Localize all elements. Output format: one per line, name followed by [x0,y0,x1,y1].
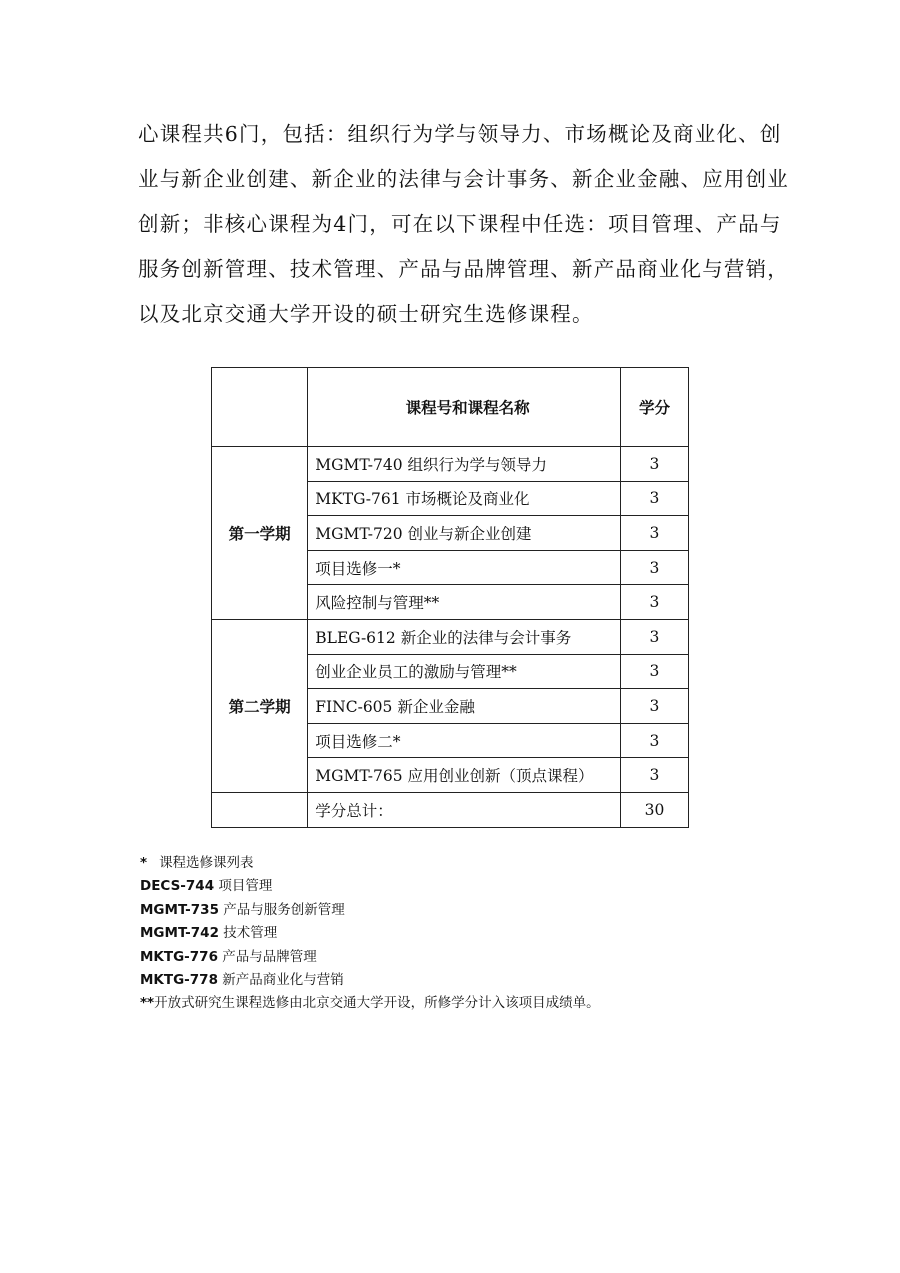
intro-line: 心课程共6门，包括：组织行为学与领导力、市场概论及商业化、创 [138,122,782,146]
course-name: MKTG-761 市场概论及商业化 [308,481,621,516]
course-name: FINC-605 新企业金融 [308,689,621,724]
term-label-1: 第一学期 [212,447,308,620]
total-term-cell [212,792,308,827]
course-name: MGMT-720 创业与新企业创建 [308,516,621,551]
elective-name: 技术管理 [223,925,278,942]
course-credit: 3 [620,585,688,620]
course-name: 项目选修二* [308,723,621,758]
elective-item [140,969,760,992]
total-label: 学分总计： [308,792,621,827]
course-name: MGMT-740 组织行为学与领导力 [308,447,621,482]
elective-code: MKTG-778 [140,972,218,989]
elective-item [140,899,760,922]
elective-name: 新产品商业化与营销 [222,972,344,989]
notes-heading: 课程选修课列表 [159,855,254,871]
elective-item [140,946,760,969]
intro-line: 服务创新管理、技术管理、产品与品牌管理、新产品商业化与营销， [138,257,789,281]
course-name: MGMT-765 应用创业创新（顶点课程） [308,758,621,793]
header-credit: 学分 [620,368,688,447]
course-credit: 3 [620,723,688,758]
notes-heading-row [140,852,760,875]
course-name: BLEG-612 新企业的法律与会计事务 [308,619,621,654]
elective-item [140,922,760,945]
header-course-name: 课程号和课程名称 [308,368,621,447]
course-credit: 3 [620,447,688,482]
elective-name: 产品与品牌管理 [222,948,317,965]
course-credit: 3 [620,516,688,551]
footnote-text: 开放式研究生课程选修由北京交通大学开设，所修学分计入该项目成绩单。 [154,995,600,1012]
course-name: 项目选修一* [308,550,621,585]
elective-name: 项目管理 [218,878,273,895]
intro-line: 业与新企业创建、新企业的法律与会计事务、新企业金融、应用创业 [138,167,789,191]
course-table [211,367,689,828]
intro-line: 以及北京交通大学开设的硕士研究生选修课程。 [138,302,594,326]
table-row [212,447,689,482]
double-asterisk-marker: ** [140,995,155,1012]
asterisk-marker: * [140,855,148,871]
table-header-row [212,368,689,447]
elective-code: DECS-744 [140,878,215,895]
elective-notes [140,852,760,1016]
course-credit: 3 [620,550,688,585]
course-name: 风险控制与管理** [308,585,621,620]
course-name: 创业企业员工的激励与管理** [308,654,621,689]
course-credit: 3 [620,758,688,793]
intro-line: 创新；非核心课程为4门，可在以下课程中任选：项目管理、产品与 [138,212,782,236]
elective-code: MGMT-742 [140,925,219,942]
elective-code: MKTG-776 [140,948,218,965]
term-label-2: 第二学期 [212,619,308,792]
course-credit: 3 [620,654,688,689]
course-credit: 3 [620,481,688,516]
total-value: 30 [620,792,688,827]
footnote-row [140,992,760,1015]
header-term-cell [212,368,308,447]
elective-code: MGMT-735 [140,901,219,918]
table-row [212,619,689,654]
elective-item [140,875,760,898]
elective-name: 产品与服务创新管理 [223,901,345,918]
intro-paragraph [138,112,789,337]
course-credit: 3 [620,689,688,724]
course-credit: 3 [620,619,688,654]
total-row [212,792,689,827]
